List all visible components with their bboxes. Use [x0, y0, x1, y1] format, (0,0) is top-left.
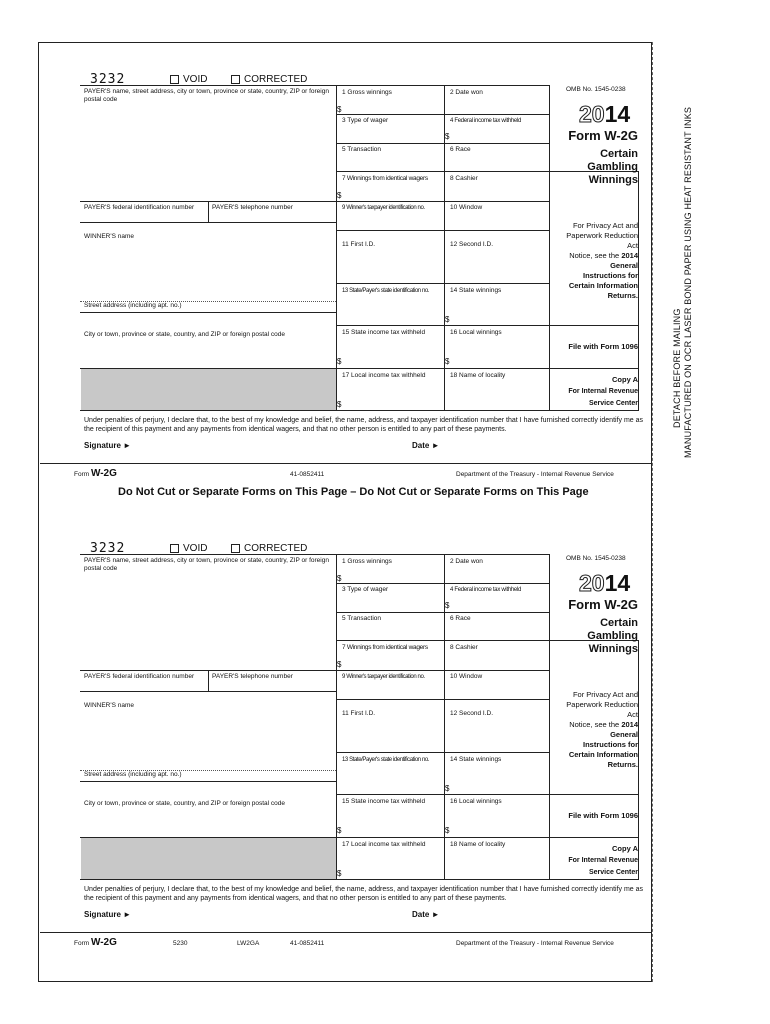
box-2-label: 2 Date won: [450, 89, 483, 96]
copy-center-label: Service Center: [588, 400, 638, 407]
privacy-line: Act: [627, 710, 638, 719]
form-number: 3232: [90, 541, 126, 556]
form-title: Form W-2G: [568, 128, 638, 143]
void-label: VOID: [183, 543, 208, 554]
box-17-label: 17 Local income tax withheld: [342, 841, 426, 848]
copy-for-label: For Internal Revenue: [568, 857, 638, 864]
privacy-notice: [545, 690, 638, 770]
footer-code-1: 5230: [173, 940, 188, 947]
side-margin-text: [672, 107, 694, 458]
box-2-label: 2 Date won: [450, 558, 483, 565]
box-8-label: 8 Cashier: [450, 175, 478, 182]
privacy-line: Notice, see the: [569, 251, 622, 260]
file-with-label: File with Form 1096: [568, 811, 638, 820]
omb-number: OMB No. 1545-0238: [566, 555, 626, 562]
privacy-year: 2014: [621, 720, 638, 729]
payer-fed-id-label: PAYER'S federal identification number: [84, 673, 195, 680]
corrected-checkbox[interactable]: [231, 544, 240, 553]
box-8-label: 8 Cashier: [450, 644, 478, 651]
form-number: 3232: [90, 72, 126, 87]
dollar-sign: $: [445, 784, 450, 793]
box-10-label: 10 Window: [450, 204, 483, 211]
void-label: VOID: [183, 74, 208, 85]
privacy-line: Instructions for: [582, 271, 638, 280]
box-11-label: 11 First I.D.: [342, 710, 376, 717]
box-17-label: 17 Local income tax withheld: [342, 372, 426, 379]
copy-center-label: Service Center: [588, 869, 638, 876]
penalty-statement: Under penalties of perjury, I declare that, to the best of my knowledge and belief, the name, address, and taxpayer identification number that I have furnished correctly identify me as the recipient of this payment and any payments from identical wagers, and that no other person is entitled to any part of these payments.: [84, 417, 644, 433]
copy-a-label: Copy A: [612, 375, 638, 384]
subtitle-line: Winnings: [588, 174, 638, 186]
copy-for-label: For Internal Revenue: [568, 388, 638, 395]
box-3-label: 3 Type of wager: [342, 117, 389, 124]
footer-form-id: W-2G: [90, 468, 117, 479]
corrected-checkbox[interactable]: [231, 75, 240, 84]
subtitle-line: Certain: [600, 617, 638, 629]
footer-ein: 41-0852411: [290, 471, 325, 478]
street-address-label: Street address (including apt. no.): [84, 771, 182, 778]
box-14-label: 14 State winnings: [450, 287, 502, 294]
detach-notice: DETACH BEFORE MAILING: [672, 308, 682, 428]
box-9-label: 9 Winner's taxpayer identification no.: [342, 674, 425, 680]
city-label: City or town, province or state, country, and ZIP or foreign postal code: [84, 331, 285, 338]
box-12-label: 12 Second I.D.: [450, 241, 493, 248]
box-7-label: 7 Winnings from identical wagers: [342, 644, 428, 651]
footer-form-prefix: Form: [74, 471, 90, 478]
box-5-label: 5 Transaction: [342, 146, 382, 153]
footer-form-name: [74, 938, 117, 949]
tax-year: [579, 571, 630, 595]
file-with-label: File with Form 1096: [568, 342, 638, 351]
penalty-statement: Under penalties of perjury, I declare that, to the best of my knowledge and belief, the name, address, and taxpayer identification number that I have furnished correctly identify me as the recipient of this payment and any payments from identical wagers, and that no other person is entitled to any part of these payments.: [84, 886, 644, 902]
privacy-line: Notice, see the: [569, 720, 622, 729]
form-subtitle: [550, 617, 638, 656]
tax-year-suffix: 14: [604, 570, 631, 596]
box-3-label: 3 Type of wager: [342, 586, 389, 593]
footer-form-name: [74, 469, 117, 480]
winner-name-label: WINNER'S name: [84, 702, 135, 709]
box-18-label: 18 Name of locality: [450, 841, 506, 848]
subtitle-line: Gambling: [587, 161, 638, 173]
footer-department: Department of the Treasury - Internal Revenue Service: [456, 940, 614, 947]
footer-form-id: W-2G: [90, 937, 117, 948]
footer-ein: 41-0852411: [290, 940, 325, 947]
copy-a-label: Copy A: [612, 844, 638, 853]
tax-year-prefix: 20: [579, 570, 605, 596]
box-6-label: 6 Race: [450, 615, 471, 622]
privacy-line: For Privacy Act and: [572, 690, 638, 699]
box-1-label: 1 Gross winnings: [342, 558, 392, 565]
payer-name-label: PAYER'S name, street address, city or town, province or state, country, ZIP or foreign postal code: [84, 88, 329, 103]
box-12-label: 12 Second I.D.: [450, 710, 493, 717]
form-title: Form W-2G: [568, 597, 638, 612]
w2g-form-top: [40, 43, 650, 493]
void-checkbox[interactable]: [170, 544, 179, 553]
street-address-label: Street address (including apt. no.): [84, 302, 182, 309]
tax-year: [579, 102, 630, 126]
privacy-line: Instructions for: [582, 740, 638, 749]
footer-department: Department of the Treasury - Internal Revenue Service: [456, 471, 614, 478]
box-16-label: 16 Local winnings: [450, 329, 502, 336]
subtitle-line: Certain: [600, 148, 638, 160]
box-14-label: 14 State winnings: [450, 756, 502, 763]
date-label: Date ►: [412, 441, 440, 450]
dollar-sign: $: [337, 869, 342, 878]
privacy-year: 2014: [621, 251, 638, 260]
payer-phone-label: PAYER'S telephone number: [212, 673, 293, 680]
date-label: Date ►: [412, 910, 440, 919]
privacy-notice: [545, 221, 638, 301]
form-subtitle: [550, 148, 638, 187]
subtitle-line: Gambling: [587, 630, 638, 642]
dollar-sign: $: [337, 357, 342, 366]
dollar-sign: $: [445, 315, 450, 324]
box-13-label: 13 State/Payer's state identification no.: [342, 757, 430, 763]
payer-name-label: PAYER'S name, street address, city or town, province or state, country, ZIP or foreign postal code: [84, 557, 329, 572]
privacy-line: Certain Information: [568, 281, 638, 290]
shaded-area: [81, 369, 336, 410]
box-11-label: 11 First I.D.: [342, 241, 376, 248]
privacy-line: Paperwork Reduction: [566, 700, 638, 709]
box-9-label: 9 Winner's taxpayer identification no.: [342, 205, 425, 211]
box-4-label: 4 Federal income tax withheld: [450, 118, 522, 124]
box-15-label: 15 State income tax withheld: [342, 798, 426, 805]
tax-year-prefix: 20: [579, 101, 605, 127]
cut-notice: Do Not Cut or Separate Forms on This Page – Do Not Cut or Separate Forms on This Page: [118, 486, 589, 498]
privacy-line: Certain Information: [568, 750, 638, 759]
dollar-sign: $: [337, 105, 342, 114]
box-5-label: 5 Transaction: [342, 615, 382, 622]
dollar-sign: $: [445, 132, 450, 141]
box-13-label: 13 State/Payer's state identification no.: [342, 288, 430, 294]
footer-code-2: LW2GA: [237, 940, 260, 947]
privacy-line: Paperwork Reduction: [566, 231, 638, 240]
box-6-label: 6 Race: [450, 146, 471, 153]
subtitle-line: Winnings: [588, 643, 638, 655]
dollar-sign: $: [445, 826, 450, 835]
w2g-form-bottom: [40, 512, 650, 962]
corrected-label: CORRECTED: [244, 74, 308, 85]
dollar-sign: $: [337, 574, 342, 583]
box-4-label: 4 Federal income tax withheld: [450, 587, 522, 593]
omb-number: OMB No. 1545-0238: [566, 86, 626, 93]
shaded-area: [81, 838, 336, 879]
dollar-sign: $: [445, 357, 450, 366]
dollar-sign: $: [445, 601, 450, 610]
perforation-line: [652, 42, 653, 982]
signature-label: Signature ►: [84, 910, 132, 919]
box-16-label: 16 Local winnings: [450, 798, 502, 805]
box-7-label: 7 Winnings from identical wagers: [342, 175, 428, 182]
privacy-line: Returns.: [607, 291, 638, 300]
signature-label: Signature ►: [84, 441, 132, 450]
paper-notice: MANUFACTURED ON OCR LASER BOND PAPER USING HEAT RESISTANT INKS: [683, 106, 693, 458]
corrected-label: CORRECTED: [244, 543, 308, 554]
privacy-line: General: [610, 730, 638, 739]
payer-fed-id-label: PAYER'S federal identification number: [84, 204, 195, 211]
dollar-sign: $: [337, 660, 342, 669]
dollar-sign: $: [337, 191, 342, 200]
box-18-label: 18 Name of locality: [450, 372, 506, 379]
box-15-label: 15 State income tax withheld: [342, 329, 426, 336]
tax-year-suffix: 14: [604, 101, 631, 127]
dollar-sign: $: [337, 400, 342, 409]
privacy-line: General: [610, 261, 638, 270]
privacy-line: Act: [627, 241, 638, 250]
copy-designation: [545, 374, 638, 410]
void-checkbox[interactable]: [170, 75, 179, 84]
copy-designation: [545, 843, 638, 879]
privacy-line: Returns.: [607, 760, 638, 769]
box-10-label: 10 Window: [450, 673, 483, 680]
dollar-sign: $: [337, 826, 342, 835]
city-label: City or town, province or state, country, and ZIP or foreign postal code: [84, 800, 285, 807]
privacy-line: For Privacy Act and: [572, 221, 638, 230]
winner-name-label: WINNER'S name: [84, 233, 135, 240]
footer-form-prefix: Form: [74, 940, 90, 947]
box-1-label: 1 Gross winnings: [342, 89, 392, 96]
payer-phone-label: PAYER'S telephone number: [212, 204, 293, 211]
